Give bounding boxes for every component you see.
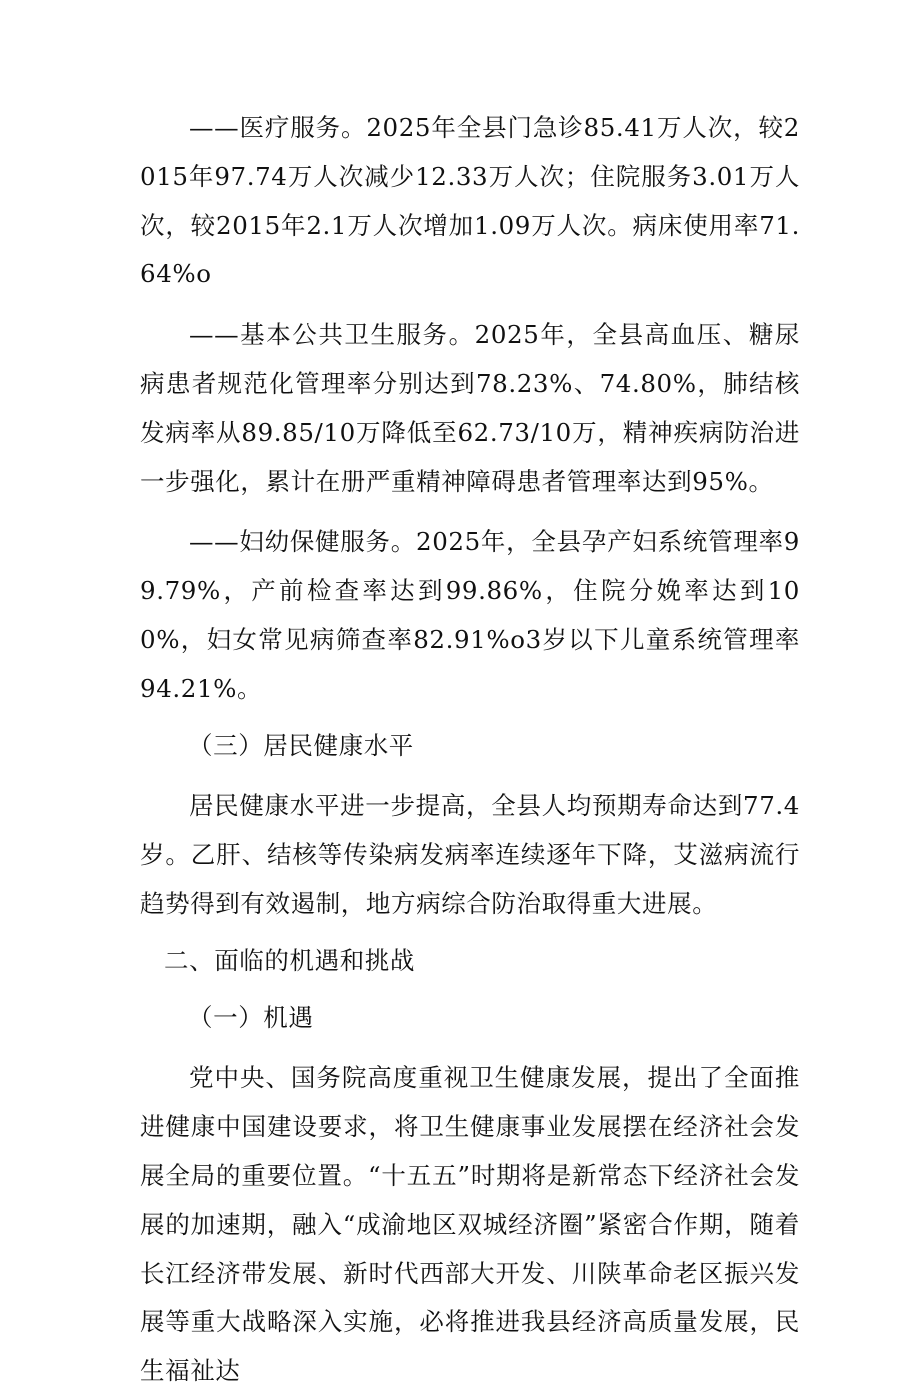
- heading-health-level: （三）居民健康水平: [188, 730, 414, 760]
- paragraph-health-level: 居民健康水平进一步提高，全县人均预期寿命达到77.4岁。乙肝、结核等传染病发病率连续逐年下降，艾滋病流行趋势得到有效遏制，地方病综合防治取得重大进展。: [140, 791, 800, 918]
- paragraph-medical-service: ——医疗服务。2025年全县门急诊85.41万人次，较2015年97.74万人次减少12.33万人次；住院服务3.01万人次，较2015年2.1万人次增加1.09万人次。病床使用率71.64%o: [140, 113, 800, 289]
- paragraph-opportunity: 党中央、国务院高度重视卫生健康发展，提出了全面推进健康中国建设要求，将卫生健康事业发展摆在经济社会发展全局的重要位置。“十五五”时期将是新常态下经济社会发展的加速期，融入“成渝地区双城经济圈”紧密合作期，随着长江经济带发展、新时代西部大开发、川陕革命老区振兴发展等重大战略深入实施，必将推进我县经济高质量发展，民生福祉达: [140, 1063, 800, 1386]
- paragraph-public-health: ——基本公共卫生服务。2025年，全县高血压、糖尿病患者规范化管理率分别达到78.23%、74.80%，肺结核发病率从89.85/10万降低至62.73/10万，精神疾病防治进一步强化，累计在册严重精神障碍患者管理率达到95%。: [140, 320, 800, 496]
- document-page: [140, 104, 800, 1396]
- heading-opportunity: （一）机遇: [188, 1002, 314, 1032]
- heading-opportunities-challenges: 二、面临的机遇和挑战: [164, 945, 415, 975]
- paragraph-maternal-child: ——妇幼保健服务。2025年，全县孕产妇系统管理率99.79%，产前检查率达到99.86%，住院分娩率达到100%，妇女常见病筛查率82.91%o3岁以下儿童系统管理率94.21%。: [140, 527, 800, 703]
